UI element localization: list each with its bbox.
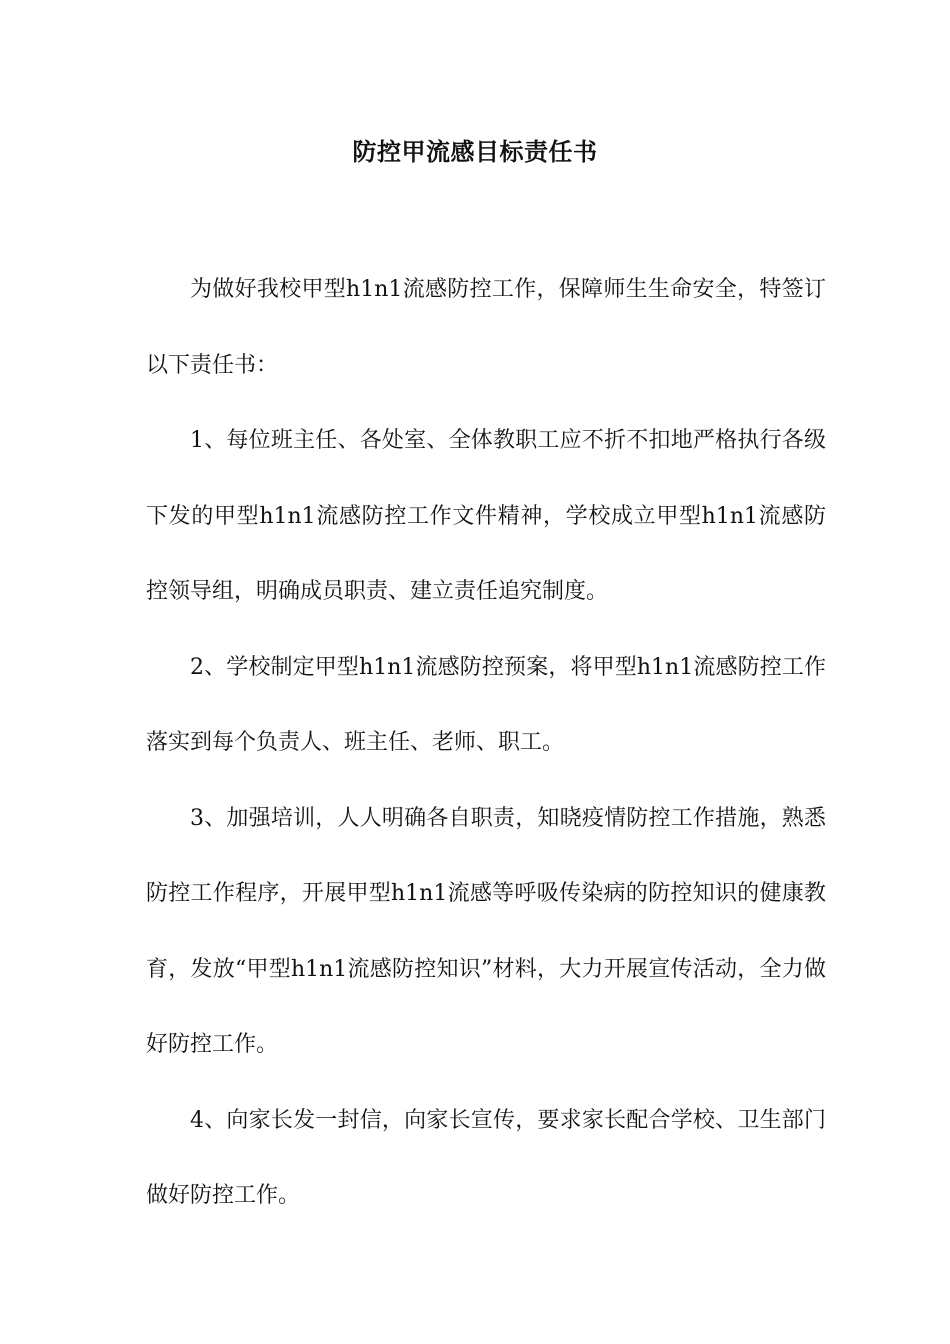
document-title: 防控甲流感目标责任书: [352, 137, 598, 166]
paragraph-intro: 为做好我校甲型h1n1流感防控工作，保障师生生命安全，特签订以下责任书：: [146, 277, 826, 378]
document-body: [146, 252, 826, 1234]
paragraph-item-4: 4、向家长发一封信，向家长宣传，要求家长配合学校、卫生部门做好防控工作。: [146, 1107, 826, 1208]
paragraph-item-1: 1、每位班主任、各处室、全体教职工应不折不扣地严格执行各级下发的甲型h1n1流感防控工作文件精神，学校成立甲型h1n1流感防控领导组，明确成员职责、建立责任追究制度。: [146, 428, 826, 604]
paragraph-item-2: 2、学校制定甲型h1n1流感防控预案，将甲型h1n1流感防控工作落实到每个负责人、班主任、老师、职工。: [146, 654, 826, 755]
paragraph-item-3: 3、加强培训，人人明确各自职责，知晓疫情防控工作措施，熟悉防控工作程序，开展甲型h1n1流感等呼吸传染病的防控知识的健康教育，发放“甲型h1n1流感防控知识”材料，大力开展宣传活动，全力做好防控工作。: [146, 805, 826, 1057]
